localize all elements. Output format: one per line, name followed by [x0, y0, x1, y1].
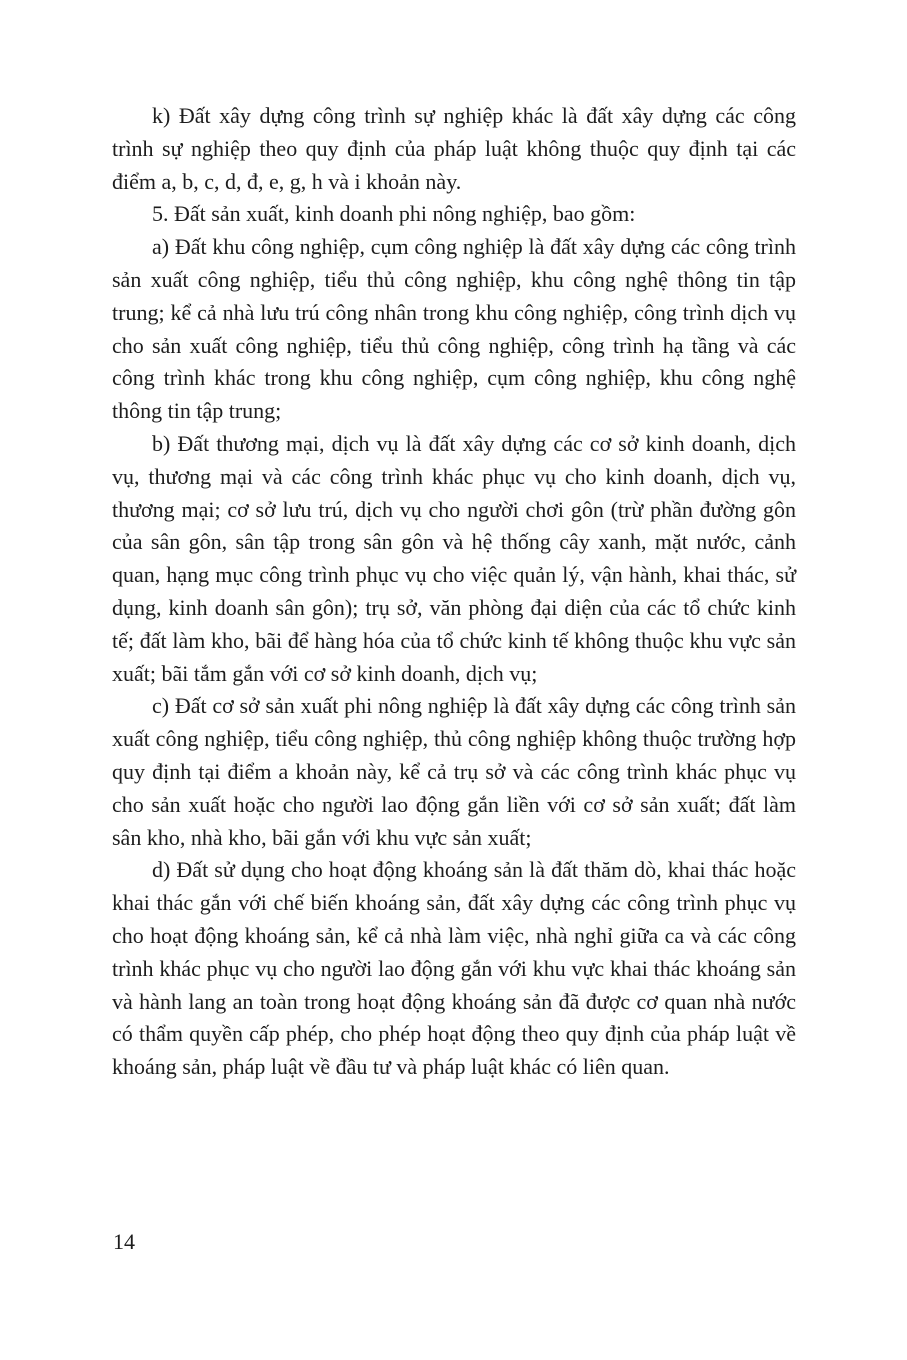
paragraph-point-b: b) Đất thương mại, dịch vụ là đất xây dựng các cơ sở kinh doanh, dịch vụ, thương mại và các công trình khác phục vụ cho kinh doanh, dịch vụ, thương mại; cơ sở lưu trú, dịch vụ cho người chơi gôn (trừ phần đường gôn của sân gôn, sân tập trong sân gôn và hệ thống cây xanh, mặt nước, cảnh quan, hạng mục công trình phục vụ cho việc quản lý, vận hành, khai thác, sử dụng, kinh doanh sân gôn); trụ sở, văn phòng đại diện của các tổ chức kinh tế; đất làm kho, bãi để hàng hóa của tổ chức kinh tế không thuộc khu vực sản xuất; bãi tắm gắn với cơ sở kinh doanh, dịch vụ;: [112, 430, 796, 686]
paragraph-point-k: k) Đất xây dựng công trình sự nghiệp khác là đất xây dựng các công trình sự nghiệp theo quy định của pháp luật không thuộc quy định tại các điểm a, b, c, d, đ, e, g, h và i khoản này.: [112, 103, 796, 194]
paragraph-clause-5: 5. Đất sản xuất, kinh doanh phi nông nghiệp, bao gồm:: [152, 201, 636, 227]
paragraph-point-c: c) Đất cơ sở sản xuất phi nông nghiệp là đất xây dựng các công trình sản xuất công nghiệp, tiểu công nghiệp, thủ công nghiệp không thuộc trường hợp quy định tại điểm a khoản này, kể cả trụ sở và các công trình khác phục vụ cho sản xuất hoặc cho người lao động gắn liền với cơ sở sản xuất; đất làm sân kho, nhà kho, bãi gắn với khu vực sản xuất;: [112, 693, 796, 850]
body-text: [112, 100, 796, 1084]
paragraph-point-a: a) Đất khu công nghiệp, cụm công nghiệp là đất xây dựng các công trình sản xuất công nghiệp, tiểu thủ công nghiệp, khu công nghệ thông tin tập trung; kể cả nhà lưu trú công nhân trong khu công nghiệp, công trình dịch vụ cho sản xuất công nghiệp, tiểu thủ công nghiệp, công trình hạ tầng và các công trình khác trong khu công nghiệp, cụm công nghiệp, khu công nghệ thông tin tập trung;: [112, 234, 796, 424]
page-number: 14: [113, 1229, 135, 1254]
paragraph-point-d: d) Đất sử dụng cho hoạt động khoáng sản là đất thăm dò, khai thác hoặc khai thác gắn với chế biến khoáng sản, đất xây dựng các công trình phục vụ cho hoạt động khoáng sản, kể cả nhà làm việc, nhà nghỉ giữa ca và các công trình khác phục vụ cho người lao động gắn với khu vực khai thác khoáng sản và hành lang an toàn trong hoạt động khoáng sản đã được cơ quan nhà nước có thẩm quyền cấp phép, cho phép hoạt động theo quy định của pháp luật về khoáng sản, pháp luật về đầu tư và pháp luật khác có liên quan.: [112, 857, 796, 1080]
